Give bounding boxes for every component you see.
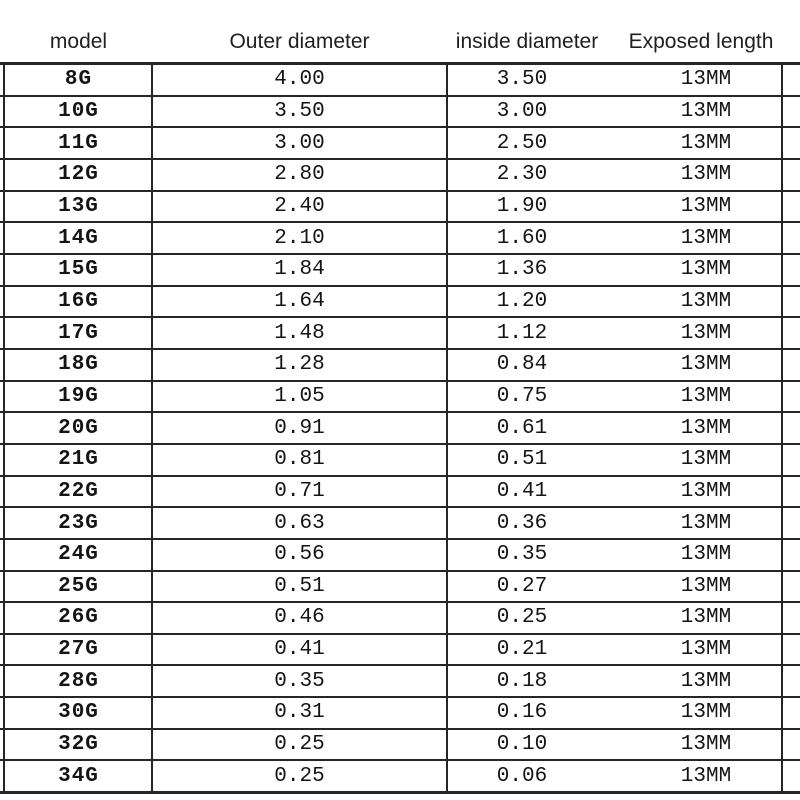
merged-cell — [447, 512, 781, 535]
table-border-right — [781, 62, 783, 794]
merged-cell — [447, 132, 781, 155]
exposed-length-cell: 13MM — [680, 638, 732, 662]
inside-diameter-cell: 1.90 — [496, 194, 548, 218]
table-row — [0, 761, 800, 791]
outer-diameter-cell: 0.81 — [274, 448, 325, 472]
exposed-length-cell: 13MM — [680, 226, 732, 250]
inside-diameter-cell: 0.84 — [496, 353, 548, 377]
exposed-length-cell: 13MM — [680, 416, 732, 440]
merged-cell — [447, 765, 781, 788]
merged-cell — [447, 353, 781, 376]
inside-diameter-cell: 3.00 — [496, 99, 548, 123]
outer-diameter-cell: 1.05 — [274, 384, 325, 408]
inside-diameter-cell: 0.10 — [496, 733, 548, 757]
model-cell: 12G — [58, 163, 99, 187]
model-cell: 15G — [58, 258, 99, 282]
merged-cell — [447, 258, 781, 281]
exposed-length-cell: 13MM — [680, 384, 732, 408]
outer-diameter-cell: 0.31 — [274, 701, 325, 725]
table-header-row — [0, 0, 800, 62]
merged-cell — [447, 733, 781, 756]
table-row — [0, 508, 800, 540]
model-cell: 20G — [58, 416, 99, 440]
model-cell: 24G — [58, 543, 99, 567]
model-cell: 23G — [58, 511, 99, 535]
exposed-length-cell: 13MM — [680, 574, 732, 598]
model-cell: 8G — [64, 68, 93, 92]
exposed-length-cell: 13MM — [680, 448, 732, 472]
inside-diameter-cell: 2.50 — [496, 131, 548, 155]
table-row — [0, 318, 800, 350]
model-cell: 11G — [58, 131, 99, 155]
inside-diameter-cell: 0.16 — [496, 701, 548, 725]
table-row — [0, 223, 800, 255]
model-cell: 27G — [58, 638, 99, 662]
merged-cell — [447, 100, 781, 123]
column-header-group — [447, 30, 781, 54]
table-row — [0, 603, 800, 635]
outer-diameter-cell: 0.63 — [274, 511, 325, 535]
table-row — [0, 97, 800, 129]
table-row — [0, 382, 800, 414]
table-row — [0, 666, 800, 698]
model-cell: 30G — [58, 701, 99, 725]
exposed-length-cell: 13MM — [680, 764, 732, 788]
merged-cell — [447, 322, 781, 345]
outer-diameter-cell: 0.35 — [274, 669, 325, 693]
merged-cell — [447, 606, 781, 629]
merged-cell — [447, 670, 781, 693]
exposed-length-cell: 13MM — [680, 606, 732, 630]
outer-diameter-cell: 1.84 — [274, 258, 325, 282]
inside-diameter-cell: 0.35 — [496, 543, 548, 567]
merged-cell — [447, 417, 781, 440]
outer-diameter-cell: 3.50 — [274, 99, 325, 123]
table-row — [0, 160, 800, 192]
inside-diameter-cell: 0.25 — [496, 606, 548, 630]
merged-cell — [447, 68, 781, 91]
table-row — [0, 477, 800, 509]
merged-cell — [447, 195, 781, 218]
exposed-length-cell: 13MM — [680, 321, 732, 345]
model-cell: 28G — [58, 669, 99, 693]
outer-diameter-cell: 0.41 — [274, 638, 325, 662]
inside-diameter-cell: 0.61 — [496, 416, 548, 440]
inside-diameter-cell: 1.12 — [496, 321, 548, 345]
table-row — [0, 540, 800, 572]
column-header-outer-diameter: Outer diameter — [229, 30, 370, 53]
merged-cell — [447, 290, 781, 313]
outer-diameter-cell: 0.51 — [274, 574, 325, 598]
inside-diameter-cell: 3.50 — [496, 68, 548, 92]
table-row — [0, 350, 800, 382]
table-row — [0, 698, 800, 730]
exposed-length-cell: 13MM — [680, 258, 732, 282]
column-header-model: model — [49, 30, 108, 53]
exposed-length-cell: 13MM — [680, 701, 732, 725]
table-row — [0, 65, 800, 97]
column-header-exposed-length: Exposed length — [628, 30, 774, 53]
outer-diameter-cell: 2.80 — [274, 163, 325, 187]
model-cell: 18G — [58, 353, 99, 377]
table-row — [0, 255, 800, 287]
table-row — [0, 192, 800, 224]
table-row — [0, 635, 800, 667]
exposed-length-cell: 13MM — [680, 289, 732, 313]
inside-diameter-cell: 0.06 — [496, 764, 548, 788]
model-cell: 10G — [58, 99, 99, 123]
table-border-left — [3, 62, 5, 794]
exposed-length-cell: 13MM — [680, 163, 732, 187]
table-row — [0, 730, 800, 762]
column-header-inside-diameter: inside diameter — [455, 30, 599, 53]
merged-cell — [447, 701, 781, 724]
outer-diameter-cell: 0.56 — [274, 543, 325, 567]
merged-cell — [447, 543, 781, 566]
exposed-length-cell: 13MM — [680, 511, 732, 535]
exposed-length-cell: 13MM — [680, 733, 732, 757]
exposed-length-cell: 13MM — [680, 194, 732, 218]
model-cell: 13G — [58, 194, 99, 218]
outer-diameter-cell: 2.10 — [274, 226, 325, 250]
table-divider-outer-inside — [446, 62, 448, 794]
merged-cell — [447, 638, 781, 661]
inside-diameter-cell: 0.18 — [496, 669, 548, 693]
inside-diameter-cell: 0.51 — [496, 448, 548, 472]
merged-cell — [447, 575, 781, 598]
model-cell: 17G — [58, 321, 99, 345]
outer-diameter-cell: 1.28 — [274, 353, 325, 377]
exposed-length-cell: 13MM — [680, 479, 732, 503]
merged-cell — [447, 448, 781, 471]
table-body — [0, 62, 800, 794]
model-cell: 21G — [58, 448, 99, 472]
exposed-length-cell: 13MM — [680, 543, 732, 567]
outer-diameter-cell: 0.91 — [274, 416, 325, 440]
inside-diameter-cell: 0.27 — [496, 574, 548, 598]
exposed-length-cell: 13MM — [680, 68, 732, 92]
model-cell: 22G — [58, 479, 99, 503]
exposed-length-cell: 13MM — [680, 353, 732, 377]
outer-diameter-cell: 2.40 — [274, 194, 325, 218]
outer-diameter-cell: 0.25 — [274, 764, 325, 788]
model-cell: 26G — [58, 606, 99, 630]
exposed-length-cell: 13MM — [680, 669, 732, 693]
outer-diameter-cell: 4.00 — [274, 68, 325, 92]
outer-diameter-cell: 0.25 — [274, 733, 325, 757]
inside-diameter-cell: 0.21 — [496, 638, 548, 662]
model-cell: 32G — [58, 733, 99, 757]
inside-diameter-cell: 0.41 — [496, 479, 548, 503]
outer-diameter-cell: 1.64 — [274, 289, 325, 313]
model-cell: 34G — [58, 764, 99, 788]
table-row — [0, 413, 800, 445]
inside-diameter-cell: 1.36 — [496, 258, 548, 282]
outer-diameter-cell: 0.71 — [274, 479, 325, 503]
merged-cell — [447, 227, 781, 250]
inside-diameter-cell: 1.20 — [496, 289, 548, 313]
inside-diameter-cell: 0.36 — [496, 511, 548, 535]
inside-diameter-cell: 0.75 — [496, 384, 548, 408]
model-cell: 16G — [58, 289, 99, 313]
merged-cell — [447, 385, 781, 408]
table-row — [0, 128, 800, 160]
outer-diameter-cell: 3.00 — [274, 131, 325, 155]
exposed-length-cell: 13MM — [680, 99, 732, 123]
inside-diameter-cell: 2.30 — [496, 163, 548, 187]
table-row — [0, 445, 800, 477]
merged-cell — [447, 163, 781, 186]
model-cell: 14G — [58, 226, 99, 250]
outer-diameter-cell: 1.48 — [274, 321, 325, 345]
inside-diameter-cell: 1.60 — [496, 226, 548, 250]
table-row — [0, 287, 800, 319]
merged-cell — [447, 480, 781, 503]
model-cell: 19G — [58, 384, 99, 408]
exposed-length-cell: 13MM — [680, 131, 732, 155]
table-divider-model-outer — [151, 62, 153, 794]
model-cell: 25G — [58, 574, 99, 598]
table-row — [0, 572, 800, 604]
outer-diameter-cell: 0.46 — [274, 606, 325, 630]
